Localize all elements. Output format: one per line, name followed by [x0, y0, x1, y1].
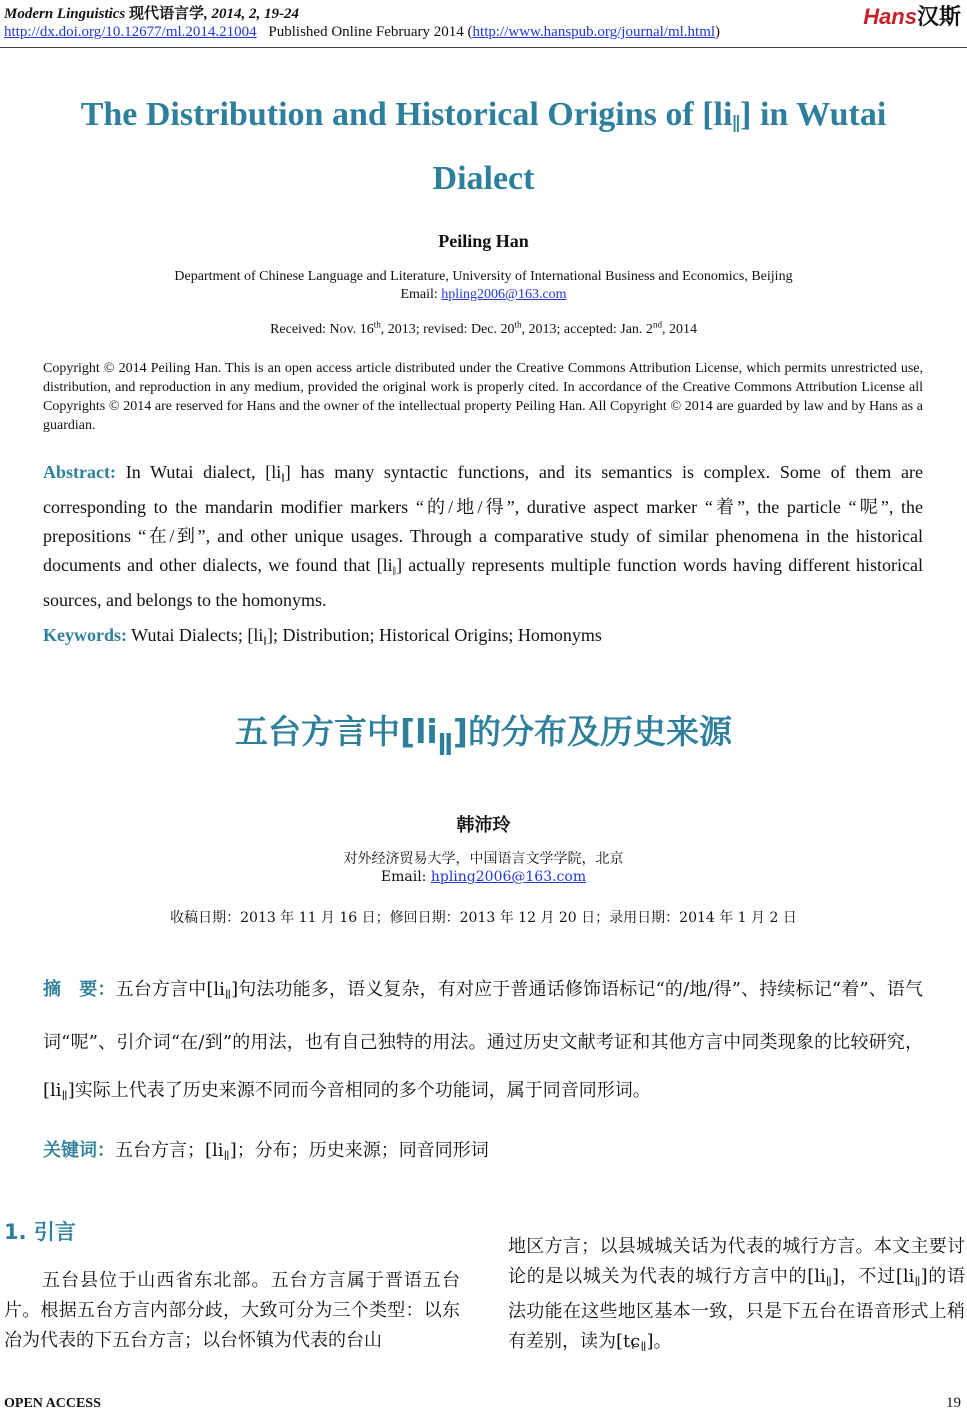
abstract-text: ]句法功能多，语义复杂，有对应于普通话修饰语标记“的/地/得”、持续标记“着”、语气词“呢”、引介词“在/到”的用法，也有自己独特的用法。通过历史文献考证和其他方言中同类现象的比较研究，[li [43, 979, 923, 1101]
tone-mark: ǁ [281, 470, 285, 485]
ordinal-suffix: nd [652, 319, 662, 330]
journal-name: Modern Linguistics [4, 6, 126, 22]
paragraph-text: ]。 [646, 1330, 672, 1352]
abstract-cn [43, 966, 923, 1120]
affiliation-cn [0, 850, 967, 886]
keywords-text: ]；分布；历史来源；同音同形词 [229, 1140, 489, 1161]
journal-links [4, 24, 720, 41]
abstract-text: ] has many syntactic functions, and its semantics is complex. Some of them are corresponding to the mandarin modifier markers “的/地/得”, durative aspect marker “着”, the particle “呢”, the prepositions “在/到”, and other unique usages. Through a comparative study of similar phenomena in the historical documents and other dialects, we found that [li [43, 462, 923, 575]
author-name-cn: 韩沛玲 [456, 815, 511, 836]
email-line-cn [0, 868, 967, 886]
published-close: ) [715, 24, 721, 40]
logo-text-cn: 汉斯 [916, 4, 961, 29]
keywords-text: 五台方言；[li [115, 1140, 224, 1161]
body-column-left [4, 1266, 460, 1356]
abstract-text: ]实际上代表了历史来源不同而今音相同的多个功能词，属于同音同形词。 [67, 1079, 651, 1101]
abstract-text: ] actually represents multiple function words having different historical sources, and belongs to the homonyms. [43, 554, 924, 610]
title-cn-part-b: ]的分布及历史来源 [452, 712, 733, 751]
paper-title-en [60, 88, 907, 205]
keywords-text: Wutai Dialects; [li [127, 625, 264, 645]
journal-citation: , 2014, 2, 19-24 [204, 6, 300, 22]
journal-url-link[interactable]: http://www.hanspub.org/journal/ml.html [472, 24, 716, 40]
paragraph-text: ]，不过[li [831, 1266, 915, 1287]
email-link[interactable]: hpling2006@163.com [430, 869, 587, 885]
paragraph-text: 地区方言；以县城城关话为代表的城行方言。本文主要讨论的是以城关为代表的城行方言中的[li [508, 1236, 965, 1287]
keywords-label-en: Keywords: [43, 625, 127, 645]
abstract-text: In Wutai dialect, [li [115, 462, 282, 482]
tone-mark: ǁ [224, 986, 232, 1002]
open-access-label: OPEN ACCESS [4, 1396, 101, 1411]
tone-mark: ǁ [263, 633, 267, 648]
tone-mark: ǁ [640, 1338, 647, 1354]
received-part: Received: Nov. 16 [270, 322, 374, 337]
tone-mark: ǁ [223, 1147, 230, 1163]
abstract-label-cn: 摘 要： [43, 979, 116, 1000]
year-part: , 2014 [661, 322, 697, 337]
tone-mark: ǁ [914, 1273, 921, 1289]
email-link[interactable]: hpling2006@163.com [441, 287, 567, 302]
affiliation-text-en: Department of Chinese Language and Literature, University of International Business and Economics, Beijing [174, 269, 793, 284]
body-column-right [508, 1232, 965, 1362]
author-name-en: Peiling Han [438, 231, 529, 251]
tone-mark: ǁ [825, 1273, 832, 1289]
affiliation-en [0, 268, 967, 304]
abstract-label-en: Abstract: [43, 462, 116, 482]
revised-part: , 2013; revised: Dec. 20 [380, 322, 515, 337]
received-dates-cn: 收稿日期：2013 年 11 月 16 日；修回日期：2013 年 12 月 20 日；录用日期：2014 年 1 月 2 日 [170, 910, 797, 926]
abstract-text: 五台方言中[li [115, 979, 225, 1000]
section-heading-introduction: 1. 引言 [4, 1220, 76, 1244]
email-label: Email: [380, 869, 431, 885]
email-line-en [0, 286, 967, 304]
paragraph: 五台县位于山西省东北部。五台方言属于晋语五台片。根据五台方言内部分歧，大致可分为三个类型：以东冶为代表的下五台方言；以台怀镇为代表的台山 [4, 1270, 460, 1351]
page-number: 19 [946, 1395, 961, 1411]
accepted-part: , 2013; accepted: Jan. 2 [521, 322, 653, 337]
keywords-text: ]; Distribution; Historical Origins; Homonyms [266, 625, 602, 645]
paragraph-text: ]的语法功能在这些地区基本一致，只是下五台在语音形式上稍有差别，读为[tɕ [508, 1266, 965, 1352]
tone-mark: ǁ [437, 729, 453, 756]
abstract-en [43, 458, 923, 615]
title-cn-part-a: 五台方言中[li [234, 712, 438, 751]
tone-mark: ǁ [61, 1087, 68, 1103]
tone-mark: ǁ [732, 112, 741, 139]
journal-name-cn: 现代语言学 [129, 6, 205, 22]
copyright-notice: Copyright © 2014 Peiling Han. This is an open access article distributed under the Creative Commons Attribution License, which permits unrestricted use, distribution, and reproduction in any medium, provided the original work is properly cited. In accordance of the Creative Commons Attribution License all Copyrights © 2014 are reserved for Hans and the owner of the intellectual property Peiling Han. All Copyright © 2014 are guarded by law and by Hans as a guardian. [43, 361, 923, 433]
journal-header [4, 2, 299, 23]
published-text: Published Online February 2014 ( [268, 24, 473, 40]
doi-link[interactable]: http://dx.doi.org/10.12677/ml.2014.21004 [4, 24, 257, 40]
received-dates-en [0, 319, 967, 338]
ordinal-suffix: th [514, 319, 522, 330]
keywords-en [43, 625, 602, 649]
ordinal-suffix: th [373, 319, 381, 330]
tone-mark: ǁ [392, 563, 397, 578]
logo-text-en: Hans [863, 4, 917, 29]
affiliation-text-cn: 对外经济贸易大学，中国语言文学学院，北京 [343, 851, 624, 867]
hans-logo [863, 0, 961, 31]
title-en-part-a: The Distribution and Historical Origins of [li [80, 96, 733, 133]
keywords-cn [43, 1136, 489, 1163]
title-en-part-b: ] in Wutai Dialect [432, 96, 887, 198]
paper-title-cn [0, 706, 967, 756]
keywords-label-cn: 关键词： [43, 1140, 115, 1161]
email-label: Email: [400, 287, 442, 302]
header-divider [0, 47, 967, 48]
